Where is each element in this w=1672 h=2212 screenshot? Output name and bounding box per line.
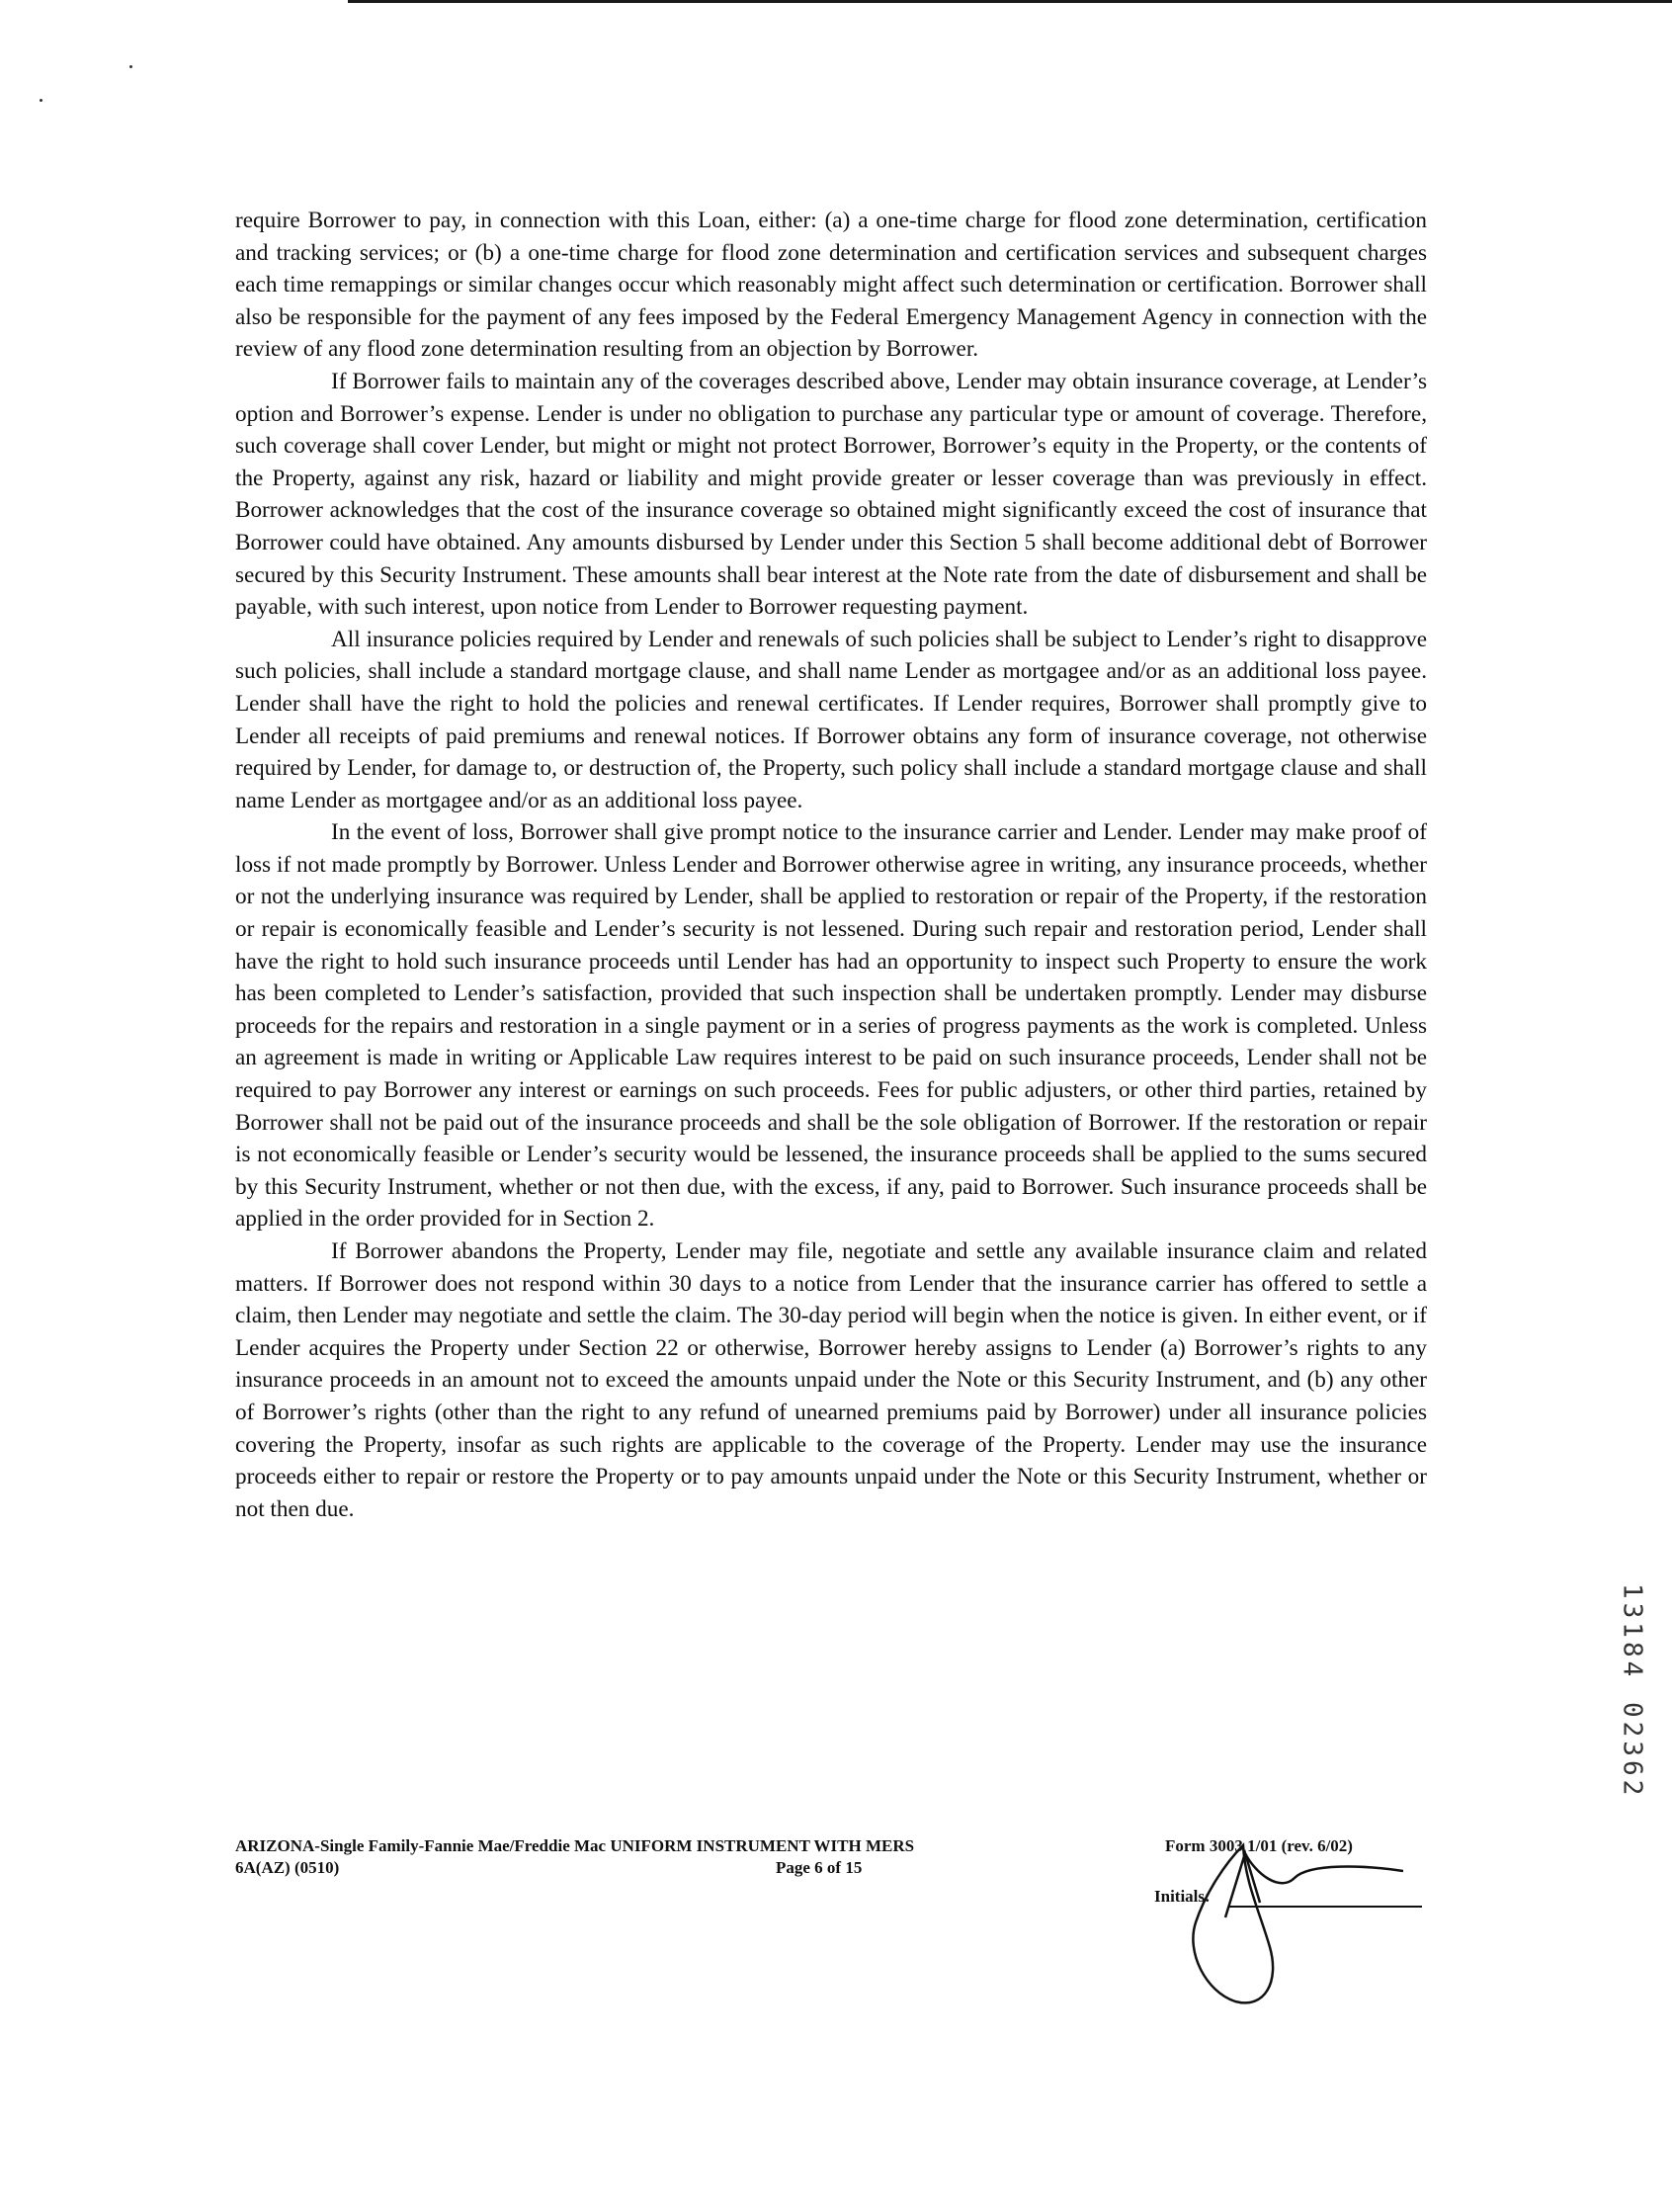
form-number: Form 3003 1/01 (rev. 6/02) xyxy=(1165,1836,1353,1855)
scan-top-border xyxy=(348,0,1672,3)
scan-speck xyxy=(40,99,42,102)
paragraph-abandonment: If Borrower abandons the Property, Lender may file, negotiate and settle any available insurance claim and related matters. If Borrower does not respond within 30 days to a notice from Lender that the insurance carrier has offered to settle a claim, then Lender may negotiate and settle the claim. The 30-day period will begin when the notice is given. In either event, or if Lender acquires the Property under Section 22 or otherwise, Borrower hereby assigns to Lender (a) Borrower’s rights to any insurance proceeds in an amount not to exceed the amounts unpaid under the Note or this Security Instrument, and (b) any other of Borrower’s rights (other than the right to any refund of unearned premiums paid by Borrower) under all insurance policies covering the Property, insofar as such rights are applicable to the coverage of the Property. Lender may use the insurance proceeds either to repair or restore the Property or to pay amounts unpaid under the Note or this Security Instrument, whether or not then due. xyxy=(235,1238,1427,1522)
paragraph-flood-fees: require Borrower to pay, in connection with this Loan, either: (a) a one-time charge for flood zone determination, certification and tracking services; or (b) a one-time charge for flood zone determination and certification services and subsequent charges each time remappings or similar changes occur which reasonably might affect such determination or certification. Borrower shall also be responsible for the payment of any fees imposed by the Federal Emergency Management Agency in connection with the review of any flood zone determination resulting from an objection by Borrower. xyxy=(235,208,1427,363)
paragraph-event-of-loss: In the event of loss, Borrower shall give prompt notice to the insurance carrier and Lender. Lender may make proof of loss if not made promptly by Borrower. Unless Lender and Borrower otherwise agree in writing, any insurance proceeds, whether or not the underlying insurance was required by Lender, shall be applied to restoration or repair of the Property, if the restoration or repair is economically feasible and Lender’s security is not lessened. During such repair and restoration period, Lender shall have the right to hold such insurance proceeds until Lender has had an opportunity to inspect such Property to ensure the work has been completed to Lender’s satisfaction, provided that such inspection shall be undertaken promptly. Lender may disburse proceeds for the repairs and restoration in a single payment or in a series of progress payments as the work is completed. Unless an agreement is made in writing or Applicable Law requires interest to be paid on such insurance proceeds, Lender shall not be required to pay Borrower any interest or earnings on such proceeds. Fees for public adjusters, or other third parties, retained by Borrower shall not be paid out of the insurance proceeds and shall be the sole obligation of Borrower. If the restoration or repair is not economically feasible or Lender’s security would be lessened, the insurance proceeds shall be applied to the sums secured by this Security Instrument, whether or not then due, with the excess, if any, paid to Borrower. Such insurance proceeds shall be applied in the order provided for in Section 2. xyxy=(235,819,1427,1233)
form-code: 6A(AZ) (0510) xyxy=(235,1858,340,1877)
paragraph-lender-coverage: If Borrower fails to maintain any of the coverages described above, Lender may obtain insurance coverage, at Lender’s option and Borrower’s expense. Lender is under no obligation to purchase any particular type or amount of coverage. Therefore, such coverage shall cover Lender, but might or might not protect Borrower, Borrower’s equity in the Property, or the contents of the Property, against any risk, hazard or liability and might provide greater or lesser coverage than was previously in effect. Borrower acknowledges that the cost of the insurance coverage so obtained might significantly exceed the cost of insurance that Borrower could have obtained. Any amounts disbursed by Lender under this Section 5 shall become additional debt of Borrower secured by this Security Instrument. These amounts shall bear interest at the Note rate from the date of disbursement and shall be payable, with such interest, upon notice from Lender to Borrower requesting payment. xyxy=(235,368,1427,621)
handwritten-initials xyxy=(1186,1833,1403,2031)
paragraph-policies: All insurance policies required by Lender and renewals of such policies shall be subject to Lender’s right to disapprove such policies, shall include a standard mortgage clause, and shall name Lender as mortgagee and/or as an additional loss payee. Lender shall have the right to hold the policies and renewal certificates. If Lender requires, Borrower shall promptly give to Lender all receipts of paid premiums and renewal notices. If Borrower obtains any form of insurance coverage, not otherwise required by Lender, for damage to, or destruction of, the Property, such policy shall include a standard mortgage clause and shall name Lender as mortgagee and/or as an additional loss payee. xyxy=(235,626,1427,813)
form-title-rest: -Single Family-Fannie Mae/Freddie Mac xyxy=(314,1836,611,1855)
form-title-state: ARIZONA xyxy=(235,1836,315,1855)
scan-speck xyxy=(129,65,132,68)
initials-label: Initials: xyxy=(1154,1887,1211,1906)
page-number: Page 6 of 15 xyxy=(776,1858,863,1877)
side-stamp-number xyxy=(1612,1583,1651,1840)
form-title-instrument: UNIFORM INSTRUMENT WITH MERS xyxy=(610,1836,915,1855)
stamp-line-2: 02362 xyxy=(1617,1702,1647,1800)
form-title xyxy=(235,1835,914,1857)
document-body xyxy=(235,205,1427,1525)
stamp-line-1: 13184 xyxy=(1617,1583,1647,1681)
